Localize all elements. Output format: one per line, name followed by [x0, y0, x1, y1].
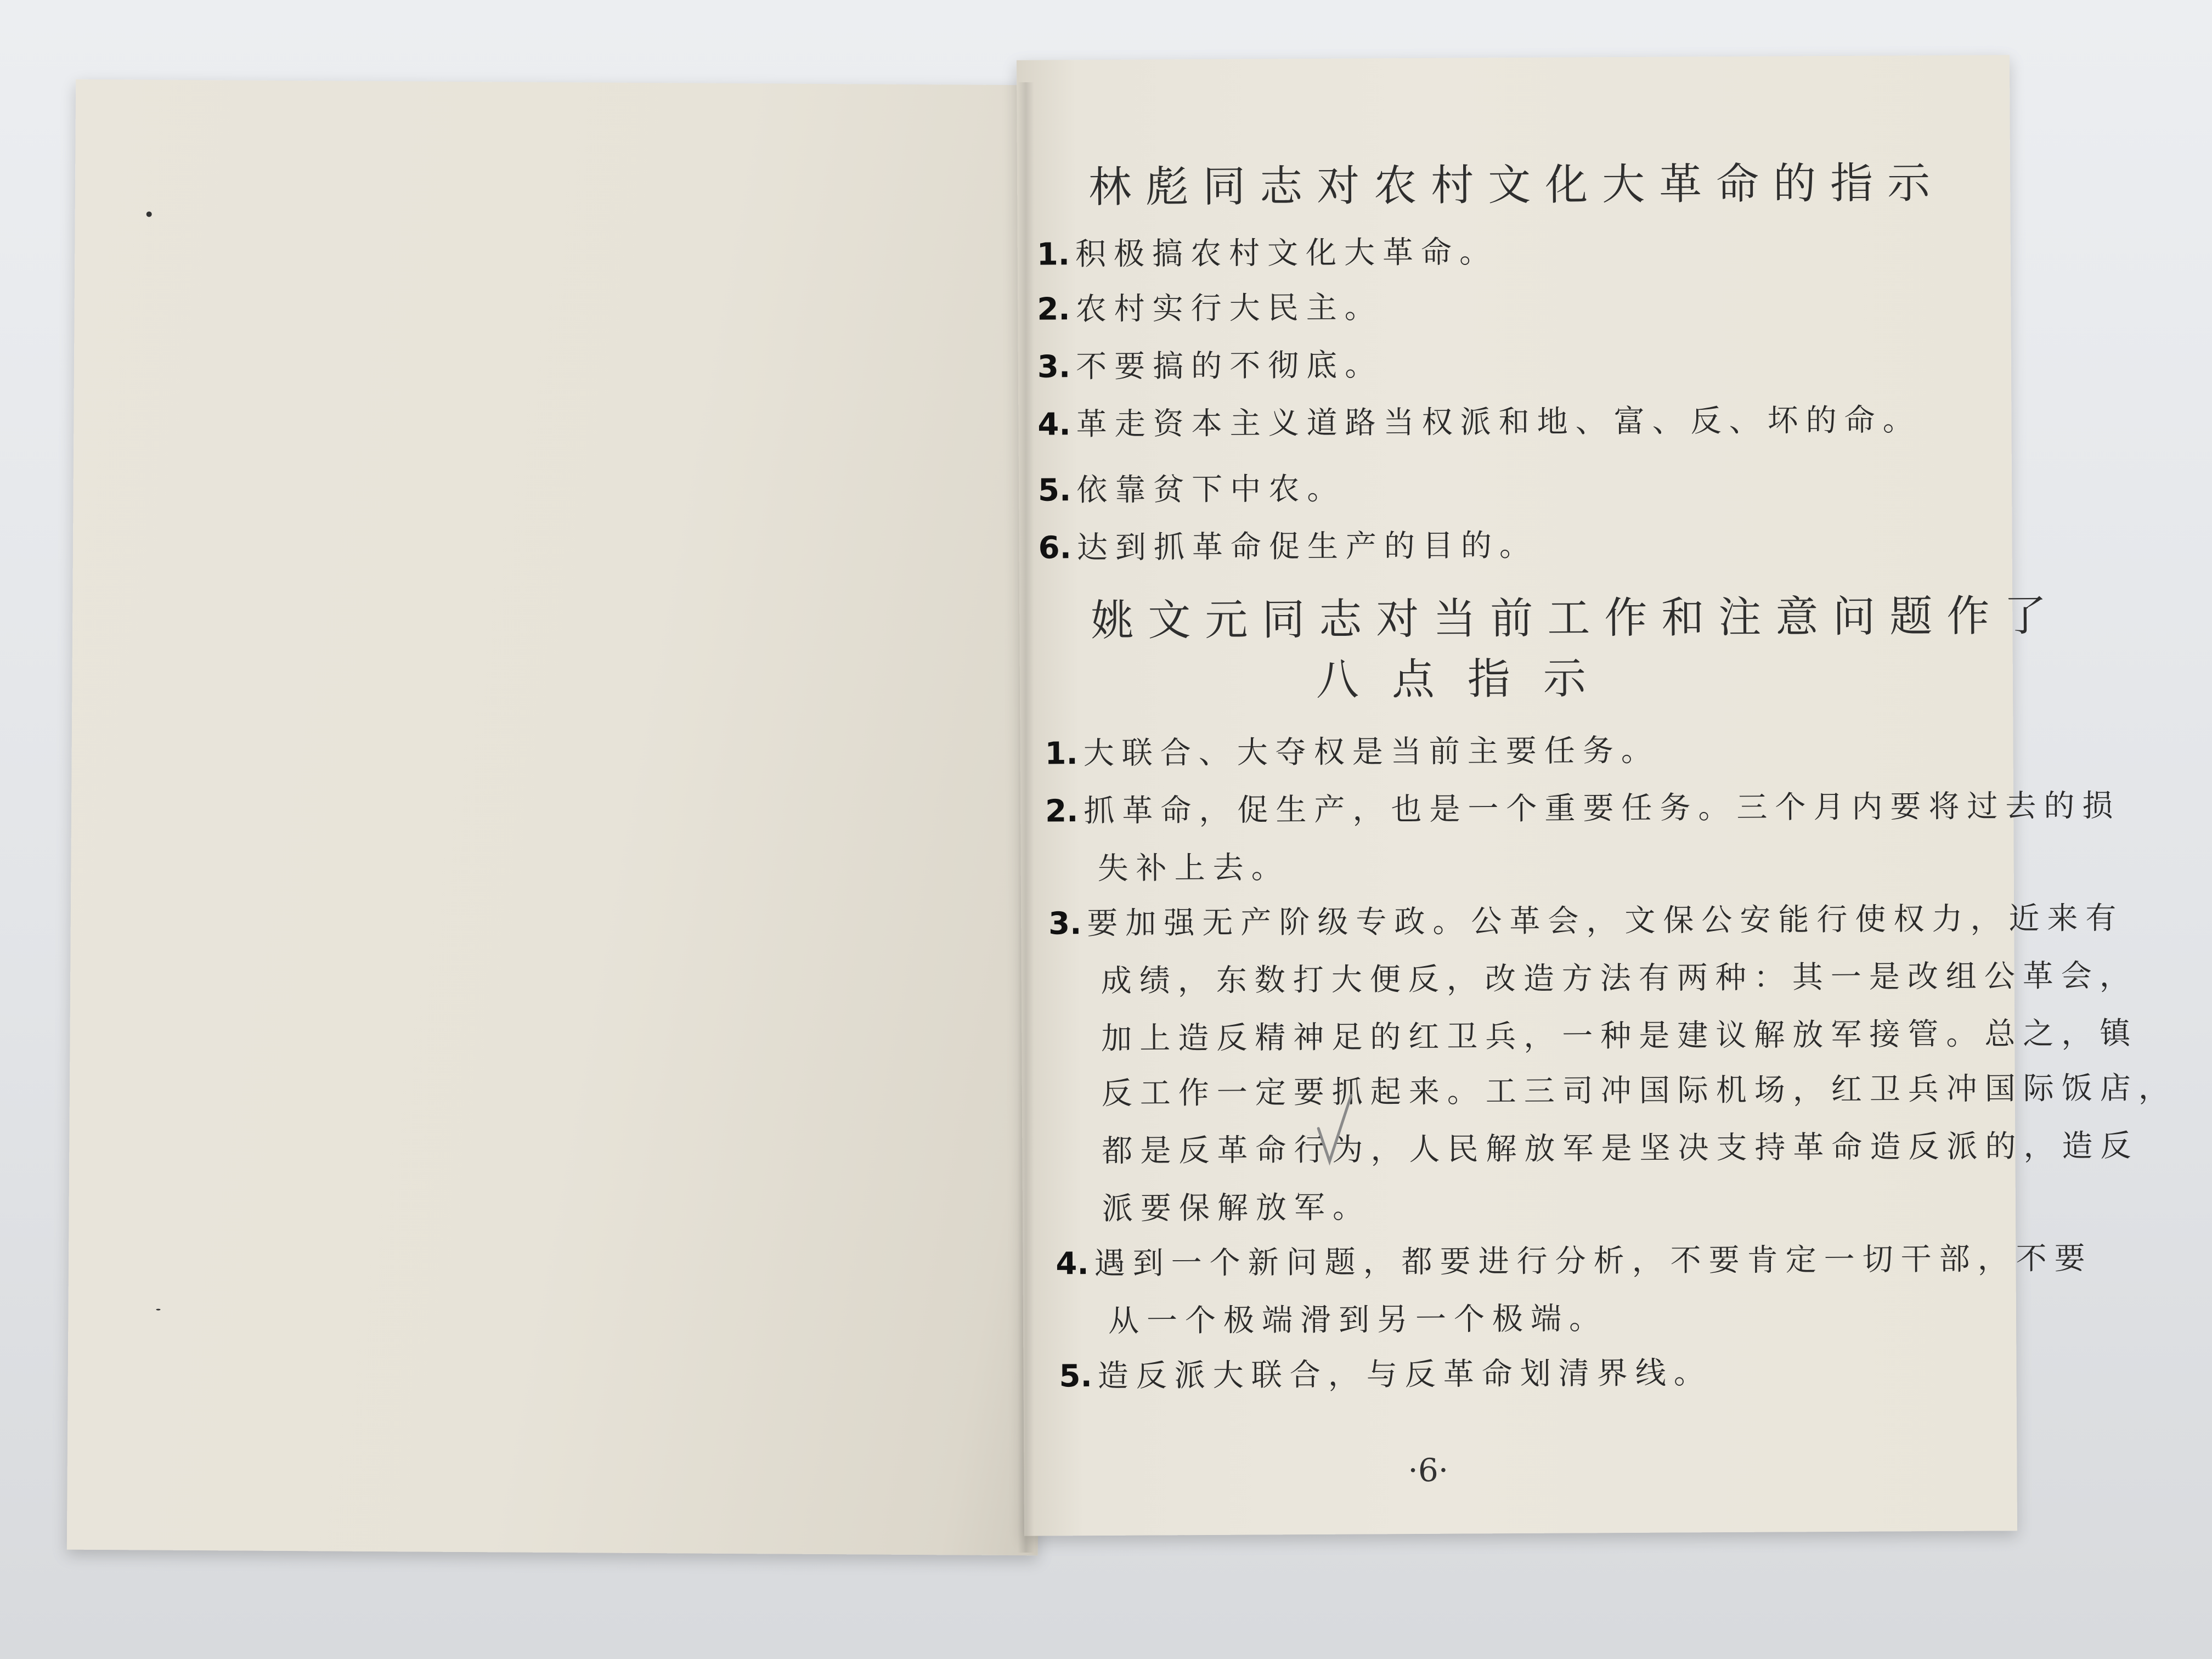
section2-item-3-line-6: 派要保解放军。 [1102, 1189, 1372, 1227]
pencil-check-mark-icon [1313, 1090, 1357, 1172]
item-number: 5. [1037, 472, 1071, 509]
item-number: 2. [1037, 291, 1070, 328]
item-number: 6. [1038, 530, 1072, 566]
right-page [1017, 55, 2177, 1536]
section1-item-5 [1038, 465, 1346, 510]
item-number: 1. [1036, 236, 1070, 273]
item-text: 大联合、大夺权是当前主要任务。 [1083, 732, 1660, 772]
item-text: 农村实行大民主。 [1075, 290, 1383, 328]
section2-item-3-line-4: 反工作一定要抓起来。工三司冲国际机场，红卫兵冲国际饭店， [1101, 1070, 2177, 1111]
item-text: 依靠贫下中农。 [1076, 471, 1346, 509]
section2-title-line2: 八点指示 [1316, 654, 1620, 705]
section2-item-2 [1045, 781, 2121, 831]
left-page-blank [67, 80, 1047, 1556]
item-text: 遇到一个新问题，都要进行分析，不要肯定一切干部，不要 [1094, 1240, 2093, 1282]
item-text: 革走资本主义道路当权派和地、富、反、坏的命。 [1076, 402, 1921, 443]
section1-title: 林彪同志对农村文化大革命的指示 [1088, 158, 1945, 213]
item-text: 积极搞农村文化大革命。 [1075, 234, 1498, 273]
section2-item-3-line-3: 加上造反精神足的红卫兵，一种是建议解放军接管。总之，镇 [1101, 1015, 2138, 1057]
section2-title-line1: 姚文元同志对当前工作和注意问题作了 [1091, 591, 2061, 646]
section2-item-3-line-2: 成绩，东数打大便反，改造方法有两种：其一是改组公革会， [1101, 958, 2138, 999]
page-number-dot-left: · [1408, 1451, 1419, 1489]
section2-item-3-line-5: 都是反革命行为，人民解放军是坚决支持革命造反派的，造反 [1102, 1128, 2139, 1169]
ink-speck [156, 1309, 160, 1311]
section1-item-2 [1037, 283, 1383, 329]
item-text: 抓革命，促生产，也是一个重要任务。三个月内要将过去的损 [1084, 788, 2121, 830]
item-number: 1. [1045, 736, 1079, 772]
section2-item-5 [1059, 1348, 1712, 1396]
section1-item-4 [1037, 396, 1921, 444]
section2-item-4-line-2: 从一个极端滑到另一个极端。 [1108, 1301, 1608, 1339]
item-number: 5. [1059, 1358, 1092, 1395]
item-number: 3. [1037, 349, 1071, 385]
item-text: 要加强无产阶级专政。公革会，文保公安能行使权力，近来有 [1087, 900, 2124, 942]
ink-speck [146, 211, 152, 217]
item-text: 不要搞的不彻底。 [1075, 347, 1384, 385]
item-number: 4. [1037, 407, 1071, 443]
section2-item-2-line-2: 失补上去。 [1097, 850, 1290, 887]
page-number [1408, 1452, 1448, 1489]
section1-item-1 [1037, 228, 1498, 274]
item-text: 达到抓革命促生产的目的。 [1076, 527, 1538, 566]
page-number-value: 6 [1418, 1451, 1438, 1489]
item-text: 造反派大联合，与反革命划清界线。 [1097, 1355, 1712, 1395]
booklet-spine [1018, 82, 1034, 1553]
item-number: 2. [1045, 793, 1079, 830]
section1-item-6 [1038, 521, 1538, 568]
section2-item-4 [1056, 1234, 2093, 1284]
item-number: 4. [1056, 1246, 1089, 1282]
section2-item-1 [1045, 726, 1660, 774]
section1-item-3 [1037, 341, 1384, 386]
page-number-dot-right: · [1438, 1451, 1449, 1489]
item-number: 3. [1048, 906, 1082, 942]
section2-item-3 [1048, 894, 2124, 943]
